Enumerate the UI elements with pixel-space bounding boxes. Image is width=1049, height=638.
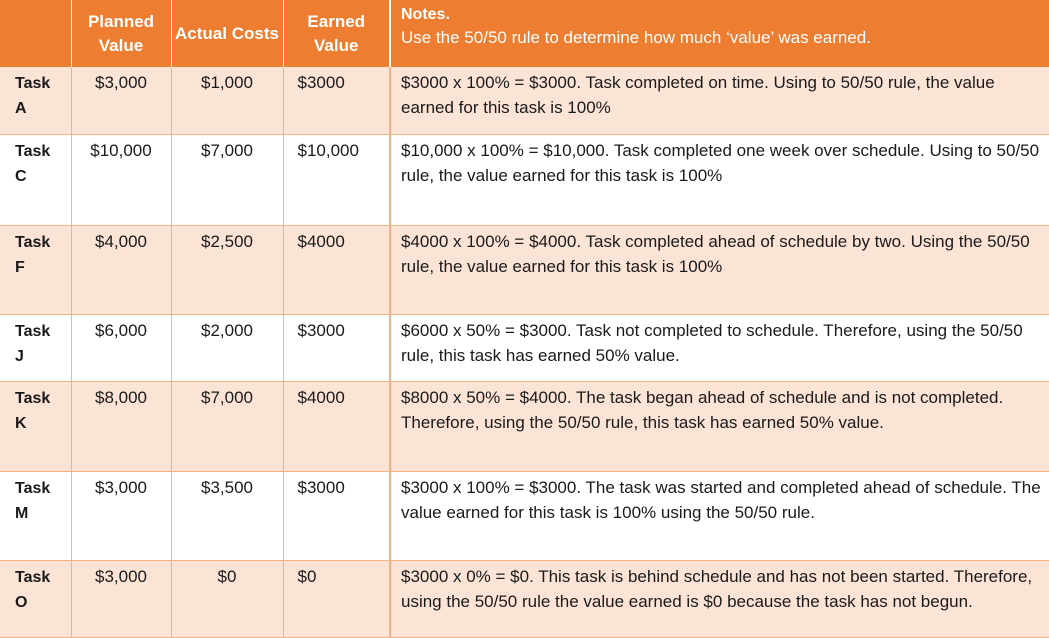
notes-cell: $3000 x 100% = $3000. The task was started and completed ahead of schedule. The value earned for this task is 100% using the 50/50 rule.: [390, 471, 1049, 560]
earned-value-header: Earned Value: [283, 0, 390, 67]
actual-costs-cell: $3,500: [171, 471, 283, 560]
earned-value-cell: $3000: [283, 314, 390, 381]
table-row: [0, 67, 1049, 134]
task-letter: C: [15, 167, 27, 185]
actual-costs-cell: $2,000: [171, 314, 283, 381]
task-name-cell: [0, 134, 71, 225]
task-letter: A: [15, 100, 27, 117]
task-label: Task: [15, 233, 51, 251]
planned-value-cell: $10,000: [71, 134, 171, 225]
notes-cell: $3000 x 100% = $3000. Task completed on time. Using to 50/50 rule, the value earned for this task is 100%: [390, 67, 1049, 134]
actual-costs-header: Actual Costs: [171, 0, 283, 67]
task-name-cell: [0, 560, 71, 637]
earned-value-cell: $4000: [283, 381, 390, 471]
planned-value-cell: $4,000: [71, 225, 171, 314]
task-name-cell: [0, 471, 71, 560]
task-label: Task: [15, 142, 51, 160]
table-row: [0, 225, 1049, 314]
task-label: Task: [15, 568, 51, 586]
planned-value-cell: $3,000: [71, 560, 171, 637]
task-letter: J: [15, 347, 24, 365]
task-name-cell: [0, 314, 71, 381]
task-name-cell: [0, 225, 71, 314]
actual-costs-cell: $1,000: [171, 67, 283, 134]
earned-value-cell: $10,000: [283, 134, 390, 225]
planned-value-cell: $8,000: [71, 381, 171, 471]
actual-costs-cell: $7,000: [171, 134, 283, 225]
task-label: Task: [15, 479, 51, 497]
actual-costs-cell: $7,000: [171, 381, 283, 471]
header-corner-cell: [0, 0, 71, 67]
table-row: [0, 314, 1049, 381]
planned-value-cell: $3,000: [71, 67, 171, 134]
notes-header-title: Notes.: [401, 6, 450, 23]
earned-value-cell: $0: [283, 560, 390, 637]
header-row: [0, 0, 1049, 67]
notes-cell: $3000 x 0% = $0. This task is behind schedule and has not been started. Therefore, using the 50/50 rule the value earned is $0 because the task has not begun.: [390, 560, 1049, 637]
task-label: Task: [15, 389, 51, 407]
task-letter: F: [15, 258, 25, 276]
planned-value-cell: $6,000: [71, 314, 171, 381]
actual-costs-cell: $0: [171, 560, 283, 637]
notes-header-subtitle: Use the 50/50 rule to determine how much ‘value’ was earned.: [401, 28, 871, 47]
task-name-cell: [0, 381, 71, 471]
table-row: [0, 471, 1049, 560]
planned-value-header: Planned Value: [71, 0, 171, 67]
notes-header: [390, 0, 1049, 67]
task-label: Task: [15, 322, 51, 340]
notes-cell: $6000 x 50% = $3000. Task not completed to schedule. Therefore, using the 50/50 rule, this task has earned 50% value.: [390, 314, 1049, 381]
table-row: [0, 381, 1049, 471]
task-letter: K: [15, 414, 27, 432]
notes-cell: $8000 x 50% = $4000. The task began ahead of schedule and is not completed. Therefore, using the 50/50 rule, this task has earned 50% value.: [390, 381, 1049, 471]
earned-value-cell: $4000: [283, 225, 390, 314]
actual-costs-cell: $2,500: [171, 225, 283, 314]
planned-value-cell: $3,000: [71, 471, 171, 560]
task-letter: M: [15, 504, 29, 522]
earned-value-cell: $3000: [283, 67, 390, 134]
table-row: [0, 134, 1049, 225]
earned-value-cell: $3000: [283, 471, 390, 560]
table-row: [0, 560, 1049, 637]
notes-cell: $4000 x 100% = $4000. Task completed ahead of schedule by two. Using the 50/50 rule, the value earned for this task is 100%: [390, 225, 1049, 314]
task-name-cell: [0, 67, 71, 134]
notes-cell: $10,000 x 100% = $10,000. Task completed one week over schedule. Using to 50/50 rule, the value earned for this task is 100%: [390, 134, 1049, 225]
task-label: Task: [15, 75, 51, 92]
task-letter: O: [15, 593, 28, 611]
